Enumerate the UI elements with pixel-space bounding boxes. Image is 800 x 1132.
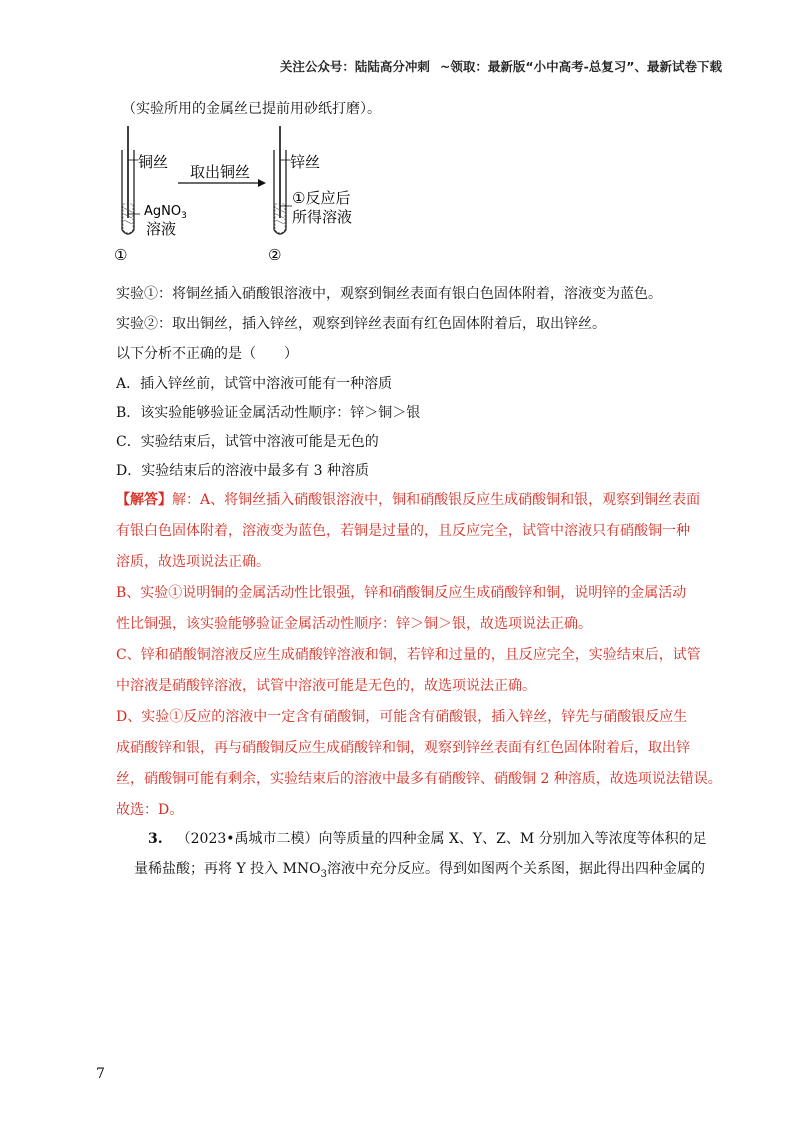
tube2-wire-label: 锌丝 (290, 153, 321, 171)
tube1-solution-word: 溶液 (146, 220, 177, 238)
option-d: D．实验结束后的溶液中最多有 3 种溶质 (116, 463, 370, 479)
experiment-2: 实验②：取出铜丝，插入锌丝，观察到锌丝表面有红色固体附着后，取出锌丝。 (116, 316, 606, 332)
answer-line: 丝，硝酸铜可能有剩余，实验结束后的溶液中最多有硝酸锌、硝酸铜 2 种溶质，故选项说法错误。 (116, 771, 722, 787)
page-header (280, 57, 722, 75)
experiment-1: 实验①：将铜丝插入硝酸银溶液中，观察到铜丝表面有银白色固体附着，溶液变为蓝色。 (116, 286, 662, 302)
option-a: A．插入锌丝前，试管中溶液可能有一种溶质 (116, 376, 393, 392)
test-tube-1 (122, 126, 140, 234)
tube2-solution-line1: ①反应后 (292, 189, 351, 207)
answer-line: 性比铜强，该实验能够验证金属活动性顺序：锌＞铜＞银，故选项说法正确。 (116, 616, 592, 632)
answer-conclusion: 故选：D。 (116, 802, 184, 818)
tube1-solution-formula: AgNO$_3$ (144, 204, 187, 221)
tube1-number: ① (114, 246, 128, 264)
header-right: ~领取：最新版“小中高考-总复习”、最新试卷下载 (439, 59, 722, 74)
intro-note: （实验所用的金属丝已提前用砂纸打磨）。 (122, 101, 381, 117)
page-number: 7 (96, 1066, 105, 1082)
option-c: C．实验结束后，试管中溶液可能是无色的 (116, 434, 379, 450)
answer-line: 【解答】解：A、将铜丝插入硝酸银溶液中，铜和硝酸银反应生成硝酸铜和银，观察到铜丝表面 (116, 492, 701, 508)
answer-line: C、锌和硝酸铜溶液反应生成硝酸锌溶液和铜，若锌和过量的，且反应完全，实验结束后，试管 (116, 647, 701, 663)
arrow-label: 取出铜丝 (190, 163, 251, 181)
answer-line: 有银白色固体附着，溶液变为蓝色，若铜是过量的，且反应完全，试管中溶液只有硝酸铜一种 (116, 523, 690, 539)
experiment-figure (110, 122, 370, 264)
answer-tag: 【解答】 (116, 492, 172, 508)
question-3-line-2: 量稀盐酸；再将 Y 投入 $MNO_3$溶液中充分反应。得到如图两个关系图，据此得出四种金属的 (134, 861, 706, 880)
tube2-number: ② (268, 246, 282, 264)
tube1-wire-label: 铜丝 (138, 153, 169, 171)
test-tube-2 (274, 126, 292, 234)
answer-line: D、实验①反应的溶液中一定含有硝酸铜，可能含有硝酸银，插入锌丝，锌先与硝酸银反应生 (116, 709, 688, 725)
answer-line: 中溶液是硝酸锌溶液，试管中溶液可能是无色的，故选项说法正确。 (116, 678, 536, 694)
question-3-number: 3. (148, 831, 163, 847)
option-b: B．该实验能够验证金属活动性顺序：锌＞铜＞银 (116, 405, 421, 421)
answer-line: 成硝酸锌和银，再与硝酸铜反应生成硝酸锌和铜，观察到锌丝表面有红色固体附着后，取出锌 (116, 740, 690, 756)
header-left: 关注公众号：陆陆高分冲刺 (279, 59, 430, 74)
question-3-line-1: 3. （2023•禹城市二模）向等质量的四种金属 X、Y、Z、M 分别加入等浓度等体积的足 (148, 831, 707, 847)
answer-line: 溶质，故选项说法正确。 (116, 554, 270, 570)
tube2-solution-line2: 所得溶液 (292, 208, 353, 226)
question-stem: 以下分析不正确的是（ ） (116, 346, 298, 362)
answer-line: B、实验①说明铜的金属活动性比银强，锌和硝酸铜反应生成硝酸锌和铜，说明锌的金属活动 (116, 585, 687, 601)
